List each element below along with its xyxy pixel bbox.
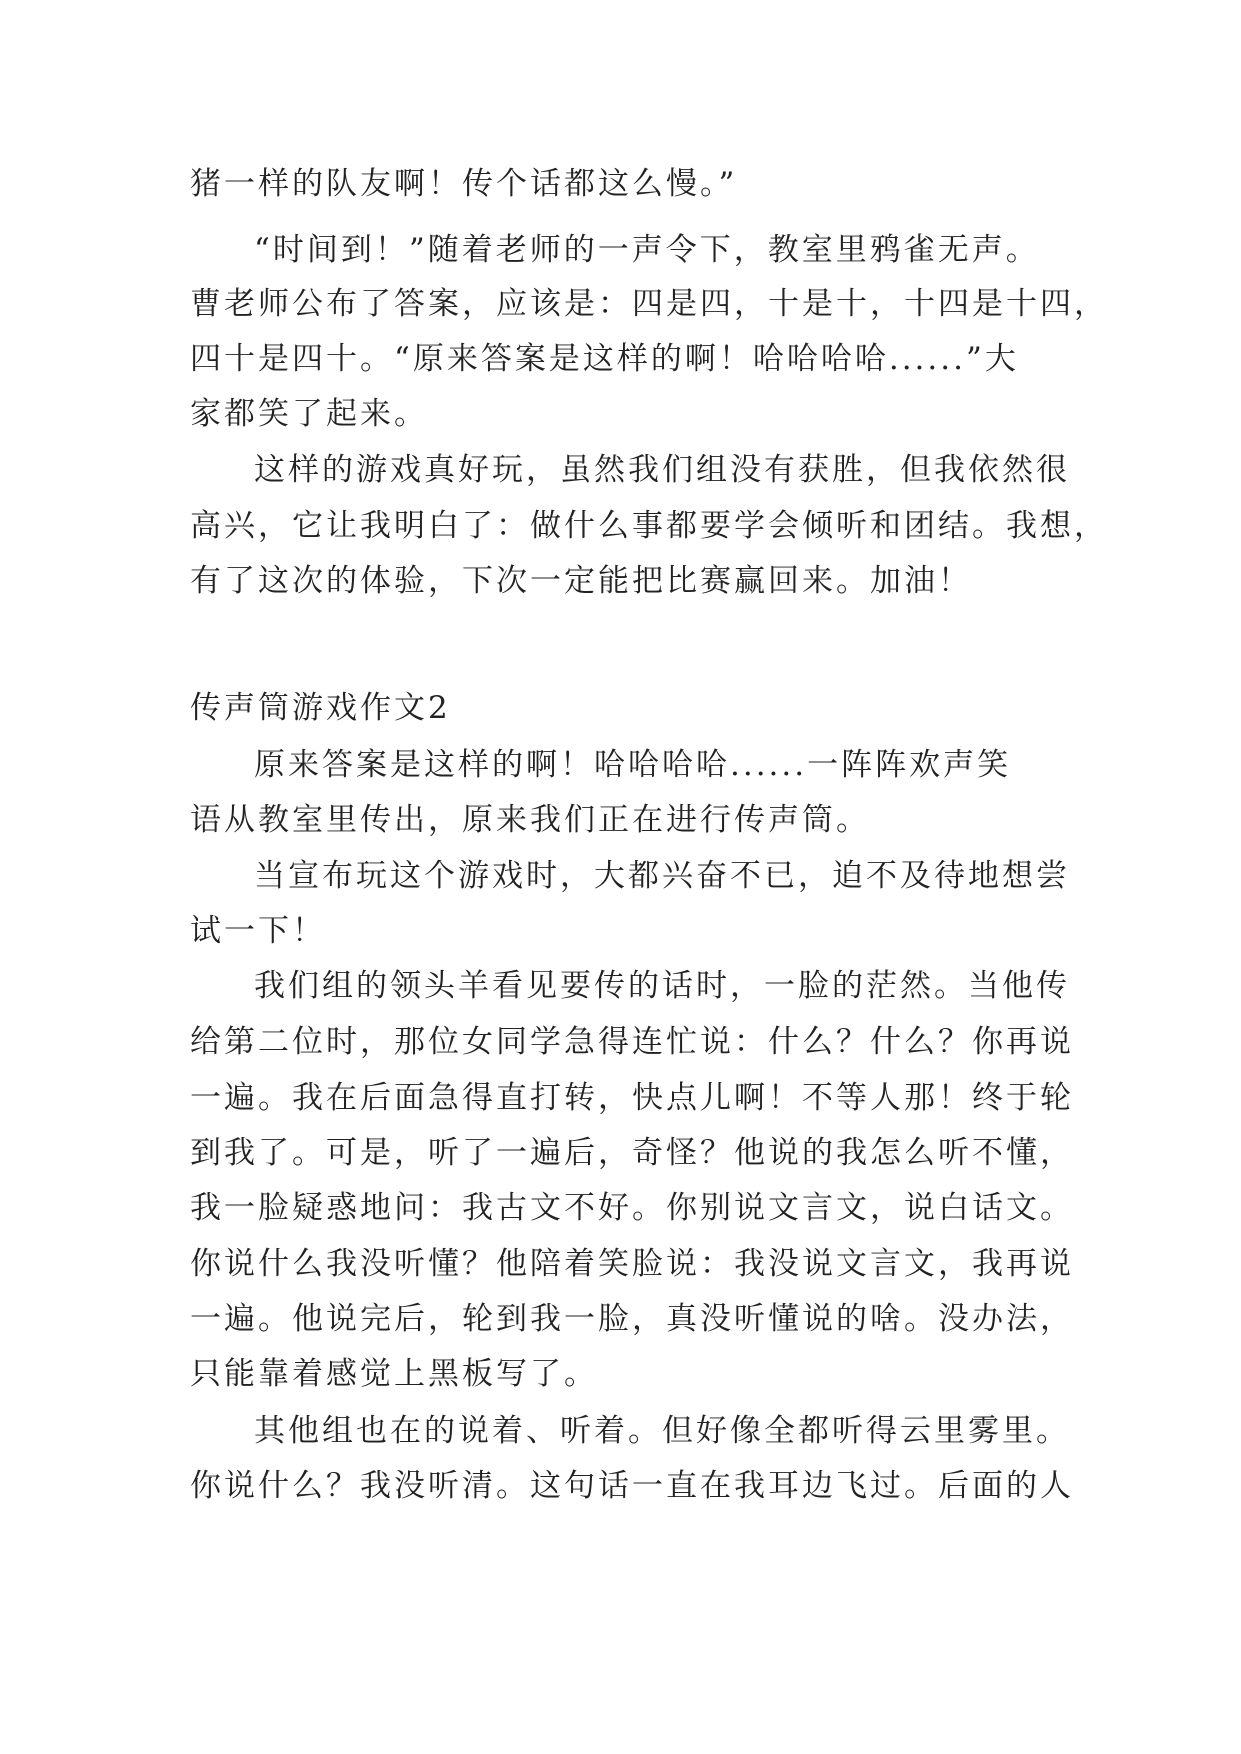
text-line-4: 四十是四十。“原来答案是这样的啊！哈哈哈哈......”大: [190, 341, 1019, 377]
text-line-20: 一遍。他说完后，轮到我一脸，真没听懂说的啥。没办法，: [190, 1301, 1074, 1337]
text-line-2: “时间到！”随着老师的一声令下，教室里鸦雀无声。: [254, 232, 1040, 268]
text-line-16: 一遍。我在后面急得直打转，快点儿啊！不等人那！终于轮: [190, 1080, 1074, 1116]
text-line-14: 我们组的领头羊看见要传的话时，一脸的茫然。当他传: [254, 968, 1070, 1004]
text-line-10: 原来答案是这样的啊！哈哈哈哈......一阵阵欢声笑: [254, 747, 1012, 783]
text-line-8: 有了这次的体验，下次一定能把比赛赢回来。加油！: [190, 563, 972, 599]
text-line-3: 曹老师公布了答案，应该是：四是四，十是十，十四是十四，: [190, 286, 1108, 322]
text-line-17: 到我了。可是，听了一遍后，奇怪？他说的我怎么听不懂，: [190, 1135, 1074, 1171]
text-line-7: 高兴，它让我明白了：做什么事都要学会倾听和团结。我想，: [190, 508, 1108, 544]
text-line-13: 试一下！: [190, 913, 326, 949]
text-line-22: 其他组也在的说着、听着。但好像全都听得云里雾里。: [254, 1413, 1070, 1449]
text-line-23: 你说什么？我没听清。这句话一直在我耳边飞过。后面的人: [190, 1468, 1074, 1504]
text-line-19: 你说什么我没听懂？他陪着笑脸说：我没说文言文，我再说: [190, 1246, 1074, 1282]
text-line-21: 只能靠着感觉上黑板写了。: [190, 1356, 598, 1392]
text-line-6: 这样的游戏真好玩，虽然我们组没有获胜，但我依然很: [254, 452, 1070, 488]
text-line-5: 家都笑了起来。: [190, 396, 428, 432]
text-line-11: 语从教室里传出，原来我们正在进行传声筒。: [190, 802, 870, 838]
text-line-18: 我一脸疑惑地问：我古文不好。你别说文言文，说白话文。: [190, 1190, 1074, 1226]
text-line-15: 给第二位时，那位女同学急得连忙说：什么？什么？你再说: [190, 1024, 1074, 1060]
section-heading: 传声筒游戏作文2: [190, 690, 451, 726]
text-line-1: 猪一样的队友啊！传个话都这么慢。”: [190, 166, 738, 202]
text-line-12: 当宣布玩这个游戏时，大都兴奋不已，迫不及待地想尝: [254, 858, 1070, 894]
